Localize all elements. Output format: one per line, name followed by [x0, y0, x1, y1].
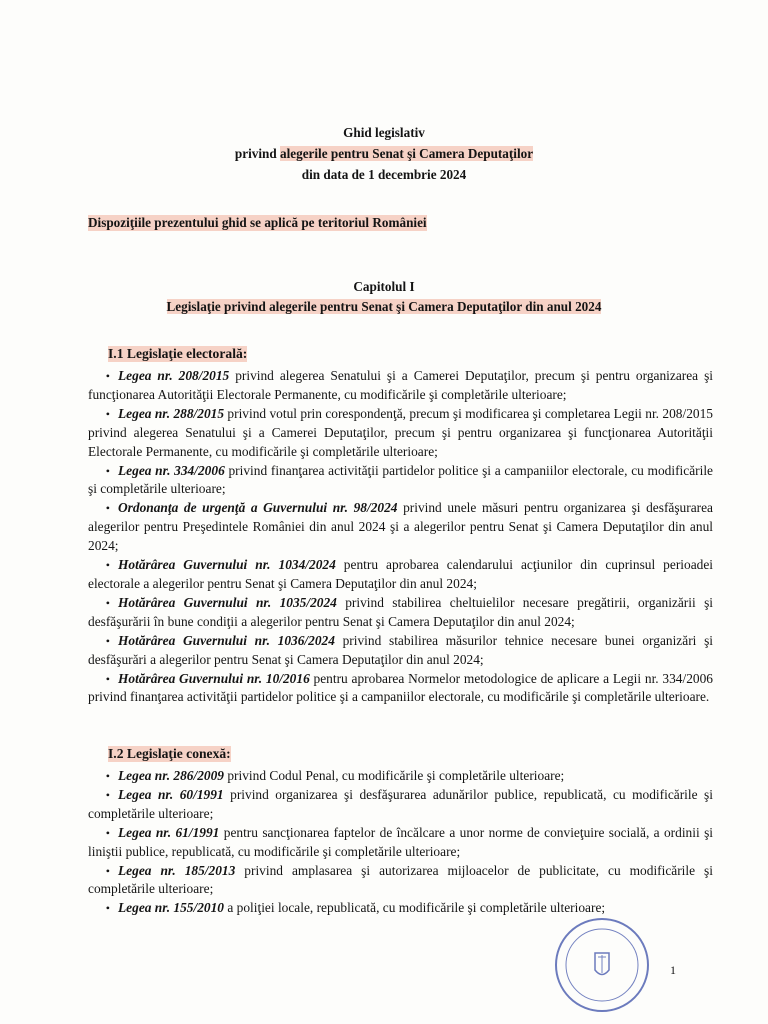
chapter-number: Capitolul I — [353, 279, 415, 294]
chapter-heading — [0, 277, 768, 317]
title-line-2-highlight: alegerile pentru Senat şi Camera Deputaţilor — [279, 146, 534, 161]
list-item — [88, 462, 713, 500]
law-reference: Legea nr. 288/2015 — [118, 405, 225, 421]
bullet-icon: • — [105, 406, 110, 421]
list-item — [88, 670, 713, 708]
scope-statement: Dispoziţiile prezentului ghid se aplică pe teritoriul României — [88, 215, 427, 230]
bullet-icon: • — [105, 863, 110, 878]
list-item — [88, 786, 713, 824]
bullet-icon: • — [105, 369, 110, 383]
law-description: privind stabilirea cheltuielilor necesare pregătirii, organizării şi desfăşurării în bune condiţii a alegerilor pentru Senat şi Camera Deputaţilor din anul 2024; — [88, 594, 713, 629]
bullet-icon: • — [105, 769, 110, 783]
bullet-icon: • — [105, 633, 110, 648]
page-number: 1 — [670, 963, 676, 977]
bullet-icon: • — [105, 558, 110, 573]
law-description: privind organizarea şi desfăşurarea adunărilor publice, republicată, cu modificările şi completările ulterioare; — [88, 786, 713, 821]
bullet-icon: • — [105, 671, 110, 686]
bullet-icon: • — [105, 501, 110, 516]
title-line-2 — [0, 143, 768, 164]
law-reference: Ordonanţa de urgenţă a Guvernului nr. 98/2024 — [118, 500, 398, 516]
law-reference: Hotărârea Guvernului nr. 1036/2024 — [118, 632, 335, 648]
list-item — [88, 862, 713, 900]
list-item — [88, 767, 713, 786]
law-description: privind Codul Penal, cu modificările şi completările ulterioare; — [224, 768, 565, 783]
title-line-3: din data de 1 decembrie 2024 — [301, 167, 467, 182]
law-reference: Legea nr. 155/2010 — [118, 900, 225, 916]
law-description: privind unele măsuri pentru organizarea şi desfăşurarea alegerilor pentru Preşedintele României din anul 2024 şi a alegerilor pentru Senat şi Camera Deputaţilor din anul 2024; — [88, 500, 713, 554]
law-description: a poliţiei locale, republicată, cu modificările şi completările ulterioare; — [224, 900, 606, 916]
law-reference: Legea nr. 60/1991 — [118, 786, 224, 802]
law-description: privind votul prin corespondenţă, precum şi modificarea şi completarea Legii nr. 208/2015 privind alegerea Senatului şi a Camerei Deputaţilor, precum şi pentru organizarea şi funcţionarea Autorităţii Electorale Permanente, cu modificările şi completările ulterioare; — [88, 405, 713, 459]
law-reference: Legea nr. 208/2015 — [118, 368, 230, 383]
law-description: pentru aprobarea calendarului acţiunilor din cuprinsul perioadei electorale a alegerilor pentru Senat şi Camera Deputaţilor din anul 2024; — [88, 557, 714, 591]
law-description: pentru aprobarea Normelor metodologice de aplicare a Legii nr. 334/2006 privind finanţarea activităţii partidelor politice şi a campaniilor electorale, cu modificările şi completările ulterioare. — [88, 670, 713, 705]
law-description: privind finanţarea activităţii partidelor politice şi a campaniilor electorale, cu modificările şi completările ulterioare; — [88, 462, 713, 497]
bullet-icon: • — [105, 595, 110, 610]
bullet-icon: • — [105, 825, 110, 840]
law-reference: Hotărârea Guvernului nr. 1034/2024 — [118, 557, 336, 573]
law-reference: Hotărârea Guvernului nr. 10/2016 — [118, 670, 310, 686]
bullet-icon: • — [105, 463, 110, 478]
law-reference: Legea nr. 61/1991 — [118, 824, 220, 840]
law-description: privind alegerea Senatului şi a Camerei Deputaţilor, precum şi pentru organizarea şi funcţionarea Autorităţii Electorale Permanente, cu modificările şi completările ulterioare; — [88, 368, 713, 402]
law-reference: Legea nr. 334/2006 — [118, 462, 225, 478]
law-reference: Legea nr. 286/2009 — [118, 768, 225, 783]
section-1-list — [88, 367, 713, 707]
list-item — [88, 367, 713, 405]
bullet-icon: • — [105, 901, 110, 916]
law-description: privind stabilirea măsurilor tehnice necesare bunei organizări şi desfăşurări a alegerilor pentru Senat şi Camera Deputaţilor din anul 2024; — [88, 632, 714, 667]
list-item — [88, 405, 713, 462]
bullet-icon: • — [105, 787, 110, 802]
law-reference: Hotărârea Guvernului nr. 1035/2024 — [118, 594, 337, 610]
list-item — [88, 632, 713, 670]
list-item — [88, 556, 713, 594]
section-1-title: I.1 Legislaţie electorală: — [108, 346, 248, 361]
section-2-list — [88, 767, 713, 918]
title-line-2-prefix: privind — [234, 146, 280, 161]
law-description: pentru sancţionarea faptelor de încălcare a unor norme de convieţuire socială, a ordinii şi liniştii publice, republicată, cu modificările şi completările ulterioare; — [88, 824, 713, 859]
section-2-title: I.2 Legislaţie conexă: — [108, 746, 231, 761]
official-stamp — [540, 915, 660, 1015]
list-item — [88, 499, 713, 556]
chapter-title: Legislaţie privind alegerile pentru Senat şi Camera Deputaţilor din anul 2024 — [166, 299, 602, 314]
list-item — [88, 824, 713, 862]
law-description: privind amplasarea şi autorizarea mijloacelor de publicitate, cu modificările şi completările ulterioare; — [88, 862, 713, 897]
list-item — [88, 594, 713, 632]
title-line-1: Ghid legislativ — [343, 125, 425, 140]
law-reference: Legea nr. 185/2013 — [118, 862, 236, 878]
document-title — [0, 122, 768, 185]
